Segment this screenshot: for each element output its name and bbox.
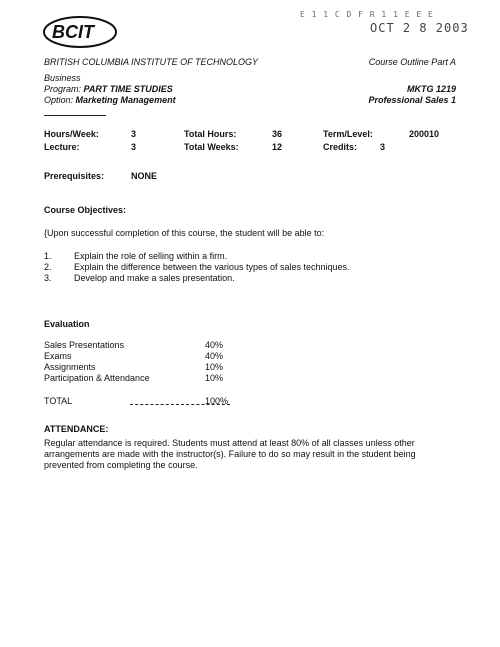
objective-number: 2. <box>44 262 52 272</box>
objective-text: Explain the role of selling within a firm. <box>74 251 228 261</box>
option-label: Option: <box>44 95 74 105</box>
evaluation-row-value: 40% <box>205 351 224 361</box>
evaluation-total-label: TOTAL <box>44 396 73 406</box>
attendance-line: Regular attendance is required. Students must attend at least 80% of all classes unless other <box>44 438 415 448</box>
objectives-intro: {Upon successful completion of this course, the student will be able to: <box>44 228 325 238</box>
evaluation-row-label: Assignments <box>44 362 96 372</box>
attendance-line: arrangements are made with the instructor(s). Failure to do so may result in the student being <box>44 449 416 459</box>
objective-number: 1. <box>44 251 52 261</box>
evaluation-row-value: 10% <box>205 373 224 383</box>
option-line <box>44 95 176 105</box>
stamp-date: OCT 2 8 2003 <box>370 21 469 35</box>
course-title: Professional Sales 1 <box>368 95 456 105</box>
term-value: 200010 <box>409 129 440 139</box>
school-name: Business <box>44 73 81 83</box>
hours-week-value: 3 <box>131 129 137 139</box>
total-hours-label: Total Hours: <box>184 129 237 139</box>
hours-week-label: Hours/Week: <box>44 129 99 139</box>
objective-number: 3. <box>44 273 52 283</box>
institution-name: BRITISH COLUMBIA INSTITUTE OF TECHNOLOGY <box>44 57 259 67</box>
objective-item <box>44 262 350 272</box>
evaluation-row-label: Participation & Attendance <box>44 373 150 383</box>
objective-text: Develop and make a sales presentation. <box>74 273 235 283</box>
objectives-heading: Course Objectives: <box>44 205 127 215</box>
document-type: Course Outline Part A <box>368 57 456 67</box>
evaluation-heading: Evaluation <box>44 319 90 329</box>
evaluation-total-value: 100% <box>205 396 229 406</box>
svg-text:BCIT: BCIT <box>52 22 94 42</box>
credits-value: 3 <box>380 142 386 152</box>
received-stamp <box>300 10 469 35</box>
attendance-heading: ATTENDANCE: <box>44 424 109 434</box>
evaluation-row-label: Exams <box>44 351 72 361</box>
course-code: MKTG 1219 <box>406 84 456 94</box>
lecture-value: 3 <box>131 142 137 152</box>
evaluation-row-value: 10% <box>205 362 224 372</box>
prerequisites-label: Prerequisites: <box>44 171 105 181</box>
total-hours-value: 36 <box>272 129 283 139</box>
term-label: Term/Level: <box>323 129 373 139</box>
objective-item <box>44 273 235 283</box>
total-weeks-value: 12 <box>272 142 283 152</box>
header-divider <box>44 115 106 116</box>
option-value: Marketing Management <box>75 95 176 105</box>
evaluation-row-value: 40% <box>205 340 224 350</box>
total-weeks-label: Total Weeks: <box>184 142 239 152</box>
lecture-label: Lecture: <box>44 142 80 152</box>
program-value: PART TIME STUDIES <box>83 84 173 94</box>
prerequisites-value: NONE <box>131 171 158 181</box>
program-line <box>44 84 173 94</box>
attendance-line: prevented from completing the course. <box>44 460 198 470</box>
credits-label: Credits: <box>323 142 358 152</box>
program-label: Program: <box>44 84 82 94</box>
total-rule <box>130 404 230 405</box>
bcit-logo <box>40 10 120 50</box>
objective-text: Explain the difference between the various types of sales techniques. <box>74 262 350 272</box>
evaluation-row-label: Sales Presentations <box>44 340 125 350</box>
objective-item <box>44 251 227 261</box>
stamp-line1: E 1 1 C D F R 1 1 E E E <box>300 10 434 19</box>
